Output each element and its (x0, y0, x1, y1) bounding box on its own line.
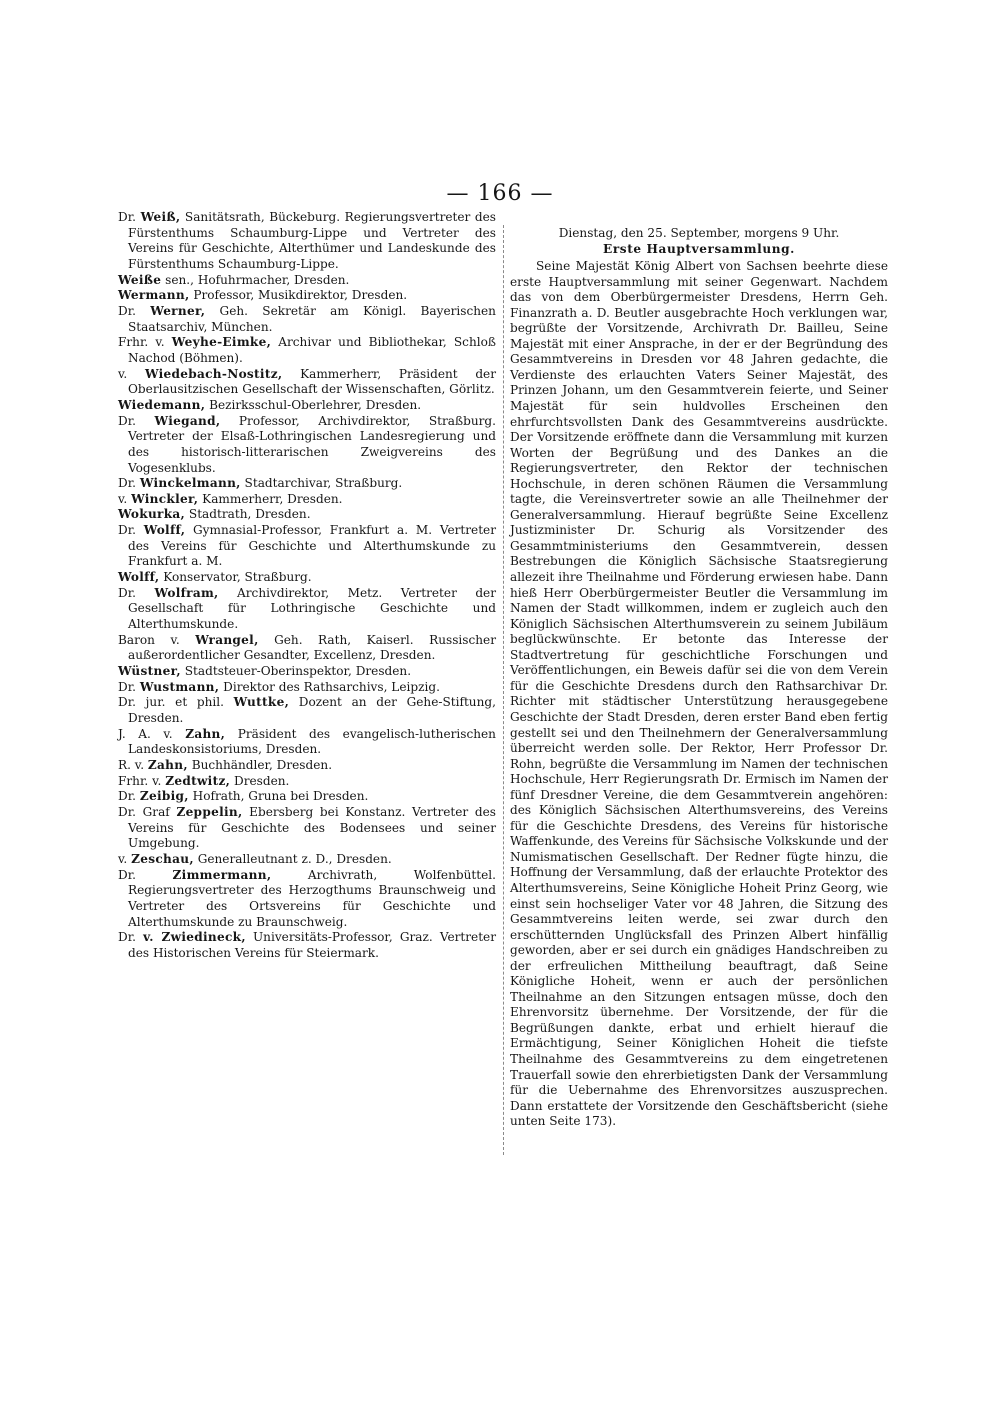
member-entry (118, 930, 496, 961)
member-name: Weyhe-Eimke, (171, 335, 272, 350)
member-description: Professor, Musikdirektor, Dresden. (193, 288, 408, 303)
member-prefix: Dr. (118, 867, 136, 882)
member-name: Zahn, (147, 757, 188, 772)
member-name: Wuttke, (233, 695, 290, 710)
member-name: Zeppelin, (176, 804, 243, 819)
member-entry (118, 695, 496, 726)
member-description: Bezirksschul-Oberlehrer, Dresden. (209, 397, 422, 412)
member-entry (118, 680, 496, 696)
member-name: Weiß, (140, 210, 181, 224)
member-name: Wiedebach-Nostitz, (144, 366, 283, 381)
member-prefix: Dr. (118, 679, 136, 694)
member-entry (118, 664, 496, 680)
member-entry (118, 758, 496, 774)
page-number: — 166 — (446, 181, 554, 206)
member-prefix: Dr. (118, 789, 136, 804)
member-name: Winckelmann, (139, 476, 241, 491)
minutes-column (510, 226, 888, 1130)
member-entry (118, 367, 496, 398)
member-entry (118, 210, 496, 273)
member-entry (118, 476, 496, 492)
member-entry (118, 288, 496, 304)
member-name: Wiedemann, (118, 397, 206, 412)
member-description: Archivdirektor, Metz. Vertreter der Gesellschaft für Lothringische Geschichte und Alterthumskunde. (128, 585, 496, 632)
member-description: Dozent an der Gehe-Stiftung, Dresden. (128, 695, 496, 725)
session-date-line: Dienstag, den 25. September, morgens 9 Uhr. (558, 226, 840, 240)
session-report-paragraph: Seine Majestät König Albert von Sachsen beehrte diese erste Hauptversammlung mit seiner Gegenwart. Nachdem das von dem Oberbürgermeister Dresdens, Herrn Geh. Finanzrath a. D. Beutler ausgebrachte Hoch verklungen war, begrüßte der Vorsitzende, Archivrath Dr. Bailleu, Seine Majestät mit einer Ansprache, in der er der Begründung des Gesammtvereins in Dresden vor 48 Jahren gedachte, die Verdienste des erlauchten Vaters Seiner Majestät, des Prinzen Johann, um den Gesammtverein feierte, und Seiner Majestät für sein huldvolles Erscheinen den ehrfurchtsvollsten Dank des Gesammtvereins ausdrückte. Der Vorsitzende eröffnete dann die Versammlung mit kurzen Worten der Begrüßung und des Dankes an die Regierungsvertreter, den Rektor der technischen Hochschule, in deren schönen Räumen die Versammlung tagte, die Vereinsvertreter sowie an alle Theilnehmer der Generalversammlung. Hierauf begrüßte Seine Excellenz Justizminister Dr. Schurig als Vorsitzender des Gesammtministeriums den Gesammtverein, dessen Bestrebungen die Königlich Sächsische Staatsregierung allezeit ihre Theilnahme und Förderung erwiesen habe. Dann hieß Herr Oberbürgermeister Beutler die Versammlung im Namen der Stadt willkommen, indem er zugleich auch den Königlich Sächsischen Alterthumsverein zu seinem Jubiläum beglückwünschte. Er betonte das Interesse der Stadtvertretung für geschichtliche Forschungen und Veröffentlichungen, ein Beweis dafür sei die von dem Verein für die Geschichte Dresdens durch den Rathsarchivar Dr. Richter mit städtischer Unterstützung herausgegebene Geschichte der Stadt Dresden, deren erster Band eben fertig gestellt sei und den Theilnehmern der Generalversammlung überreicht werden solle. Der Rektor, Herr Professor Dr. Rohn, begrüßte die Versammlung im Namen der technischen Hochschule, Herr Regierungsrath Dr. Ermisch im Namen der fünf Dresdner Vereine, die dem Gesammtverein angehören: des Königlich Sächsischen Alterthumsvereins, des Vereins für die Geschichte Dresdens, des Vereins für historische Waffenkunde, des Vereins für Sächsische Volkskunde und der Numismatischen Gesellschaft. Der Redner fügte hinzu, die Hoffnung der Versammlung, daß der erlauchte Protektor des Alterthumsvereins, Seine Königliche Hoheit Prinz Georg, wie einst sein hochseliger Vater vor 48 Jahren, die Sitzung des Gesammtvereins leiten werde, sei zwar durch den erschütternden Unglücksfall des Prinzen Albert hinfällig geworden, aber er sei durch ein gnädiges Handschreiben zu der erfreulichen Mittheilung beauftragt, daß Seine Königliche Hoheit, wenn er auch der persönlichen Theilnahme an den Sitzungen entsagen müsse, doch den Ehrenvorsitz übernehme. Der Vorsitzende, der für die Begrüßungen dankte, erbat und erhielt hierauf die Ermächtigung, Seiner Königlichen Hoheit die tiefste Theilnahme des Gesammtvereins zu dem eingetretenen Trauerfall sowie den ehrerbietigsten Dank der Versammlung für die Uebernahme des Ehrenvorsitzes auszusprechen. Dann erstattete der Vorsitzende den Geschäftsbericht (siehe unten Seite 173). (510, 259, 888, 1129)
member-description: Direktor des Rathsarchivs, Leipzig. (223, 679, 440, 694)
member-entry (118, 398, 496, 414)
member-name: Wolff, (118, 570, 160, 585)
member-description: Präsident des evangelisch-lutherischen Landeskonsistoriums, Dresden. (128, 726, 496, 757)
member-prefix: v. (118, 366, 128, 381)
member-prefix: R. v. (118, 757, 145, 772)
member-prefix: Dr. jur. et phil. (118, 695, 224, 710)
member-description: Geh. Sekretär am Königl. Bayerischen Staatsarchiv, München. (128, 303, 496, 334)
member-description: Universitäts-Professor, Graz. Vertreter des Historischen Vereins für Steiermark. (128, 930, 496, 960)
member-description: Hofrath, Gruna bei Dresden. (192, 789, 369, 804)
member-description: Ebersberg bei Konstanz. Vertreter des Vereins für Geschichte des Bodensees und seiner Umgebung. (128, 804, 496, 851)
member-name: Zedtwitz, (165, 773, 231, 788)
member-entry (118, 852, 496, 868)
member-entry (118, 570, 496, 586)
member-name: Werner, (150, 303, 206, 318)
member-name: Wokurka, (118, 507, 186, 522)
member-entry (118, 586, 496, 633)
member-name: Zimmermann, (172, 867, 272, 882)
member-description: Stadtrath, Dresden. (188, 507, 311, 522)
member-prefix: v. (118, 491, 128, 506)
member-name: Wiegand, (154, 413, 221, 428)
member-entry (118, 774, 496, 790)
member-description: Sanitätsrath, Bückeburg. Regierungsvertreter des Fürstenthums Schaumburg-Lippe und Vertreter des Vereins für Geschichte, Alterthümer und Landeskunde des Fürstenthums Schaumburg-Lippe. (128, 210, 496, 271)
member-name: Wolff, (143, 523, 186, 538)
column-divider (503, 225, 504, 1155)
member-description: Professor, Archivdirektor, Straßburg. Vertreter der Elsaß-Lothringischen Landesregierung und des historisch-litterarischen Zweigvereins des Vogesenklubs. (128, 413, 496, 475)
member-description: Geh. Rath, Kaiserl. Russischer außerordentlicher Gesandter, Excellenz, Dresden. (128, 632, 496, 663)
member-prefix: J. A. v. (118, 726, 173, 741)
member-name: Wüstner, (118, 664, 181, 679)
member-name: v. Zwiedineck, (143, 930, 246, 945)
member-entry (118, 492, 496, 508)
member-description: Buchhändler, Dresden. (191, 757, 333, 772)
member-prefix: Dr. (118, 523, 136, 538)
member-entry (118, 304, 496, 335)
member-name: Wolfram, (154, 585, 219, 600)
member-entry (118, 805, 496, 852)
member-name: Zeschau, (131, 851, 194, 866)
member-name: Zeibig, (139, 789, 189, 804)
section-heading: Erste Hauptversammlung. (603, 241, 795, 256)
member-description: Archivrath, Wolfenbüttel. Regierungsvertreter des Herzogthums Braunschweig und Vertreter des Ortsvereins für Geschichte und Alterthumskunde zu Braunschweig. (128, 867, 496, 929)
member-description: Kammerherr, Präsident der Oberlausitzischen Gesellschaft der Wissenschaften, Görlitz. (128, 366, 496, 397)
member-description: Kammerherr, Dresden. (202, 491, 343, 506)
member-entry (118, 507, 496, 523)
member-entry (118, 868, 496, 931)
member-prefix: v. (118, 851, 128, 866)
member-prefix: Dr. (118, 210, 136, 224)
member-prefix: Dr. (118, 476, 136, 491)
member-prefix: Dr. Graf (118, 804, 170, 819)
member-prefix: Dr. (118, 930, 136, 945)
member-entry (118, 335, 496, 366)
member-prefix: Dr. (118, 585, 136, 600)
member-description: Generalleutnant z. D., Dresden. (197, 851, 392, 866)
member-name: Weiße (118, 272, 162, 287)
member-name: Zahn, (185, 726, 226, 741)
member-name: Wermann, (118, 288, 190, 303)
member-entry (118, 727, 496, 758)
member-list (118, 210, 496, 962)
member-description: Gymnasial-Professor, Frankfurt a. M. Vertreter des Vereins für Geschichte und Alterthumskunde zu Frankfurt a. M. (128, 523, 496, 569)
member-description: Konservator, Straßburg. (163, 570, 312, 585)
member-prefix: Dr. (118, 303, 136, 318)
member-entry (118, 273, 496, 289)
member-description: sen., Hofuhrmacher, Dresden. (165, 272, 350, 287)
member-prefix: Frhr. v. (118, 773, 162, 788)
member-name: Wustmann, (139, 679, 220, 694)
member-prefix: Dr. (118, 413, 136, 428)
member-entry (118, 414, 496, 477)
member-name: Wrangel, (195, 632, 259, 647)
member-description: Stadtarchivar, Straßburg. (244, 476, 403, 491)
member-name: Winckler, (131, 491, 199, 506)
member-entry (118, 789, 496, 805)
member-entry (118, 633, 496, 664)
member-description: Stadtsteuer-Oberinspektor, Dresden. (184, 664, 412, 679)
member-prefix: Frhr. v. (118, 335, 165, 350)
member-description: Dresden. (234, 773, 290, 788)
member-description: Archivar und Bibliothekar, Schloß Nachod (Böhmen). (128, 335, 496, 365)
member-entry (118, 523, 496, 570)
member-prefix: Baron v. (118, 632, 180, 647)
